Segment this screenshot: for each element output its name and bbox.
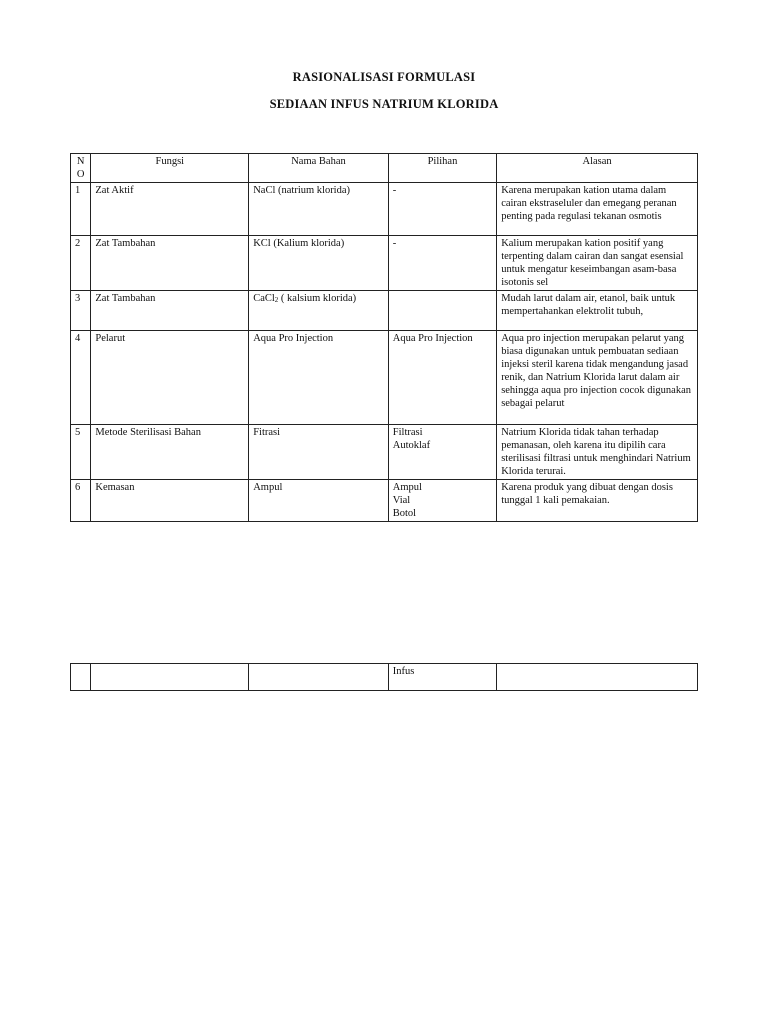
cell-nama-bahan bbox=[249, 664, 389, 691]
table-row bbox=[71, 664, 698, 691]
cell-no: 3 bbox=[71, 291, 91, 331]
cell-nama-bahan: Aqua Pro Injection bbox=[249, 331, 389, 425]
cell-nama-bahan: Ampul bbox=[249, 480, 389, 522]
cell-no: 4 bbox=[71, 331, 91, 425]
cell-alasan: Karena produk yang dibuat dengan dosis tunggal 1 kali pemakaian. bbox=[497, 480, 698, 522]
header-fungsi: Fungsi bbox=[91, 154, 249, 183]
header-no-line1: N bbox=[76, 156, 85, 167]
header-nama-bahan: Nama Bahan bbox=[249, 154, 389, 183]
pilihan-item: Autoklaf bbox=[392, 440, 431, 451]
chem-formula-base: CaCl bbox=[253, 293, 275, 304]
document-title: RASIONALISASI FORMULASI bbox=[292, 70, 476, 84]
cell-alasan: Mudah larut dalam air, etanol, baik untuk mempertahankan elektrolit tubuh, bbox=[497, 291, 698, 331]
cell-pilihan: Infus bbox=[388, 664, 496, 691]
cell-pilihan bbox=[388, 480, 496, 522]
cell-alasan: Natrium Klorida tidak tahan terhadap pemanasan, oleh karena itu dipilih cara sterilisasi filtrasi untuk menghindari Natrium Klorida terurai. bbox=[497, 425, 698, 480]
pilihan-item: Vial bbox=[392, 495, 411, 506]
cell-nama-bahan: NaCl (natrium klorida) bbox=[249, 183, 389, 236]
cell-no: 2 bbox=[71, 236, 91, 291]
cell-pilihan bbox=[388, 183, 496, 236]
table-row bbox=[71, 331, 698, 425]
cell-fungsi: Zat Aktif bbox=[91, 183, 249, 236]
table-header-row bbox=[71, 154, 698, 183]
header-pilihan: Pilihan bbox=[388, 154, 496, 183]
cell-pilihan bbox=[388, 425, 496, 480]
cell-pilihan bbox=[388, 236, 496, 291]
table-row bbox=[71, 425, 698, 480]
cell-alasan: Kalium merupakan kation positif yang terpenting dalam cairan dan sangat esensial untuk mengatur keseimbangan asam-basa isotonis sel bbox=[497, 236, 698, 291]
pilihan-item: Ampul bbox=[392, 482, 422, 493]
table-row bbox=[71, 480, 698, 522]
cell-no: 5 bbox=[71, 425, 91, 480]
cell-no: 6 bbox=[71, 480, 91, 522]
header-no bbox=[71, 154, 91, 183]
table-row bbox=[71, 291, 698, 331]
document-subtitle: SEDIAAN INFUS NATRIUM KLORIDA bbox=[269, 97, 499, 111]
pilihan-item: Filtrasi bbox=[392, 427, 423, 438]
cell-fungsi: Zat Tambahan bbox=[91, 291, 249, 331]
header-alasan: Alasan bbox=[497, 154, 698, 183]
cell-alasan: Aqua pro injection merupakan pelarut yang biasa digunakan untuk pembuatan sediaan injeksi steril karena tidak mengandung jasad renik, dan Natrium Klorida larut dalam air sehingga aqua pro injection cocok digunakan sebagai pelarut bbox=[497, 331, 698, 425]
cell-pilihan bbox=[388, 331, 496, 425]
cell-nama-bahan bbox=[249, 291, 389, 331]
cell-fungsi bbox=[91, 664, 249, 691]
header-no-line2: O bbox=[76, 169, 85, 180]
chem-formula-name: ( kalsium klorida) bbox=[278, 293, 357, 304]
cell-fungsi: Zat Tambahan bbox=[91, 236, 249, 291]
cell-fungsi: Pelarut bbox=[91, 331, 249, 425]
cell-fungsi: Metode Sterilisasi Bahan bbox=[91, 425, 249, 480]
cell-pilihan bbox=[388, 291, 496, 331]
cell-no: 1 bbox=[71, 183, 91, 236]
cell-no bbox=[71, 664, 91, 691]
cell-alasan: Karena merupakan kation utama dalam cairan ekstraseluler dan emegang peranan penting pada regulasi tekanan osmotis bbox=[497, 183, 698, 236]
chem-formula-subscript: 2 bbox=[274, 296, 279, 304]
cell-nama-bahan: Fitrasi bbox=[249, 425, 389, 480]
formulation-table bbox=[70, 153, 698, 522]
table-row bbox=[71, 236, 698, 291]
cell-alasan bbox=[497, 664, 698, 691]
table-row bbox=[71, 183, 698, 236]
cell-fungsi: Kemasan bbox=[91, 480, 249, 522]
formulation-table-continued bbox=[70, 663, 698, 691]
cell-nama-bahan: KCl (Kalium klorida) bbox=[249, 236, 389, 291]
pilihan-item: - bbox=[392, 185, 397, 196]
pilihan-item: Botol bbox=[392, 508, 417, 519]
pilihan-item: - bbox=[392, 238, 397, 249]
pilihan-item: Aqua Pro Injection bbox=[392, 333, 473, 344]
